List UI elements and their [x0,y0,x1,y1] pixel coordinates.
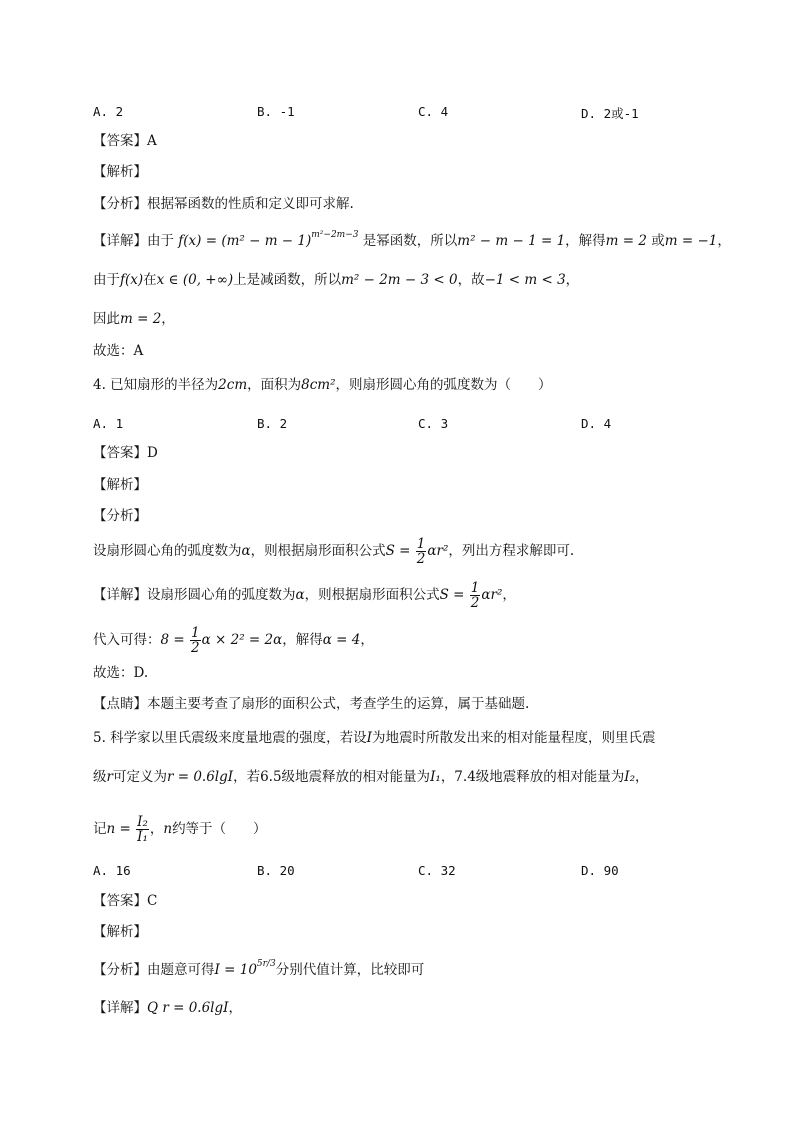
denominator: 2 [191,640,200,657]
math-alpha: α [241,543,251,560]
denominator: 2 [416,551,426,568]
numerator: I₂ [137,814,148,830]
fenxi-label: 【分析】 [93,508,147,524]
option-d: D. 4 [581,416,612,431]
fenxi-tag: 【分析】 [93,196,147,212]
math-solution: m = 2 [605,233,647,249]
numerator: 1 [416,536,426,552]
text: 可定义为 [112,769,167,785]
dianjing-tag: 【点睛】 [93,696,147,712]
text: ，故 [457,272,485,288]
text: ，解得 [282,632,323,649]
math-result: m = 2 [120,311,162,327]
math-solution: α = 4 [322,632,361,649]
math-r: r [106,769,113,785]
jiexi-label: 【解析】 [93,477,147,493]
option-d: D. 2或-1 [581,106,639,121]
numerator: 1 [191,625,200,641]
answer-line: 【答案】D [93,445,158,461]
text: 上是减函数，所以 [233,272,342,288]
text: ， [635,769,649,785]
math-n: n [163,821,173,838]
math-formula: Q r = 0.6lgI [147,1000,229,1016]
xiangjie-tag: 【详解】 [93,1000,147,1016]
option-b: B. 20 [257,863,295,878]
substitution-line [93,626,374,655]
text: ，解得 [565,233,606,249]
math-alpha: α [295,587,305,604]
math-alpha-r2: αr² [481,587,503,604]
math-inequality: m² − 2m − 3 < 0 [341,272,458,288]
math-definition: r = 0.6lgI [166,769,234,785]
text: ， [502,587,516,604]
text: ， [161,311,175,327]
text: ，面积为 [247,377,302,393]
text: 约等于（ ） [172,821,267,838]
text: ，7.4级地震释放的相对能量为 [440,769,625,785]
fraction-half [470,581,481,610]
text: 因此 [93,311,120,327]
text: 是幂函数，所以 [362,233,458,249]
numerator: 1 [470,580,480,596]
denominator: 2 [470,595,480,612]
jiexi-label: 【解析】 [93,924,147,940]
text: ， [228,1000,242,1016]
fenxi-line [93,960,424,978]
text: 由于 [93,272,120,288]
answer-line: 【答案】C [93,893,158,909]
math-rhs: α × 2² = 2α [201,632,283,649]
math-area: 8cm² [301,377,336,393]
fraction-ratio [136,815,149,844]
question-5-stem-2 [93,771,649,785]
math-radius: 2cm [218,377,248,393]
fraction-half [416,537,427,566]
xiangjie-line [93,1002,242,1016]
text: 5. 科学家以里氏震级来度量地震的强度，若设 [93,730,367,746]
math-exponent: m²−2m−3 [311,230,359,240]
option-a: A. 2 [93,104,124,119]
option-b: B. 2 [257,416,288,431]
math-s: S = [439,587,465,604]
text: 或 [651,233,665,249]
option-c: C. 32 [418,863,456,878]
math-range: −1 < m < 3 [484,272,566,288]
denominator: I₁ [137,829,148,846]
math-I: I [366,730,373,746]
fenxi-tag: 【分析】 [93,962,147,978]
math-equation: m² − m − 1 = 1 [457,233,566,249]
xiangjie-line-3 [93,313,175,327]
answer-line: 【答案】A [93,133,157,149]
xiangjie-line-2 [93,274,579,288]
xiangjie-line [93,581,516,610]
math-solution-2: m = −1 [664,233,718,249]
text: 由于 [147,233,174,249]
choose-line: 故选：D. [93,665,149,681]
text: 设扇形圆心角的弧度数为 [147,587,296,604]
jiexi-label: 【解析】 [93,164,147,180]
text: 由题意可得 [147,962,215,978]
text: 记 [93,821,107,838]
math-I2: I₂ [624,769,636,785]
text: ，则根据扇形面积公式 [304,587,440,604]
math-lhs: 8 = [160,632,185,649]
text: ，列出方程求解即可. [448,543,575,560]
xiangjie-tag: 【详解】 [93,233,147,249]
text: 代入可得： [93,632,161,649]
text: ，则根据扇形面积公式 [250,543,386,560]
math-fx: f(x) [120,272,144,288]
math-I1: I₁ [430,769,441,785]
text: ，则扇形圆心角的弧度数为（ ） [335,377,552,393]
fenxi-line [93,198,354,212]
math-n: n = [106,821,131,838]
text: ，若6.5级地震释放的相对能量为 [233,769,431,785]
math-domain: x ∈ (0, +∞) [156,272,234,288]
fenxi-text: 根据幂函数的性质和定义即可求解. [147,196,354,212]
question-5-stem-1 [93,732,656,746]
choose-line: 故选：A [93,343,144,359]
question-4-stem [93,379,552,393]
option-a: A. 1 [93,416,124,431]
option-c: C. 3 [418,416,449,431]
xiangjie-line-1 [93,231,731,249]
dianjing-text: 本题主要考查了扇形的面积公式，考查学生的运算，属于基础题. [147,696,530,712]
text: 级 [93,769,107,785]
option-d: D. 90 [581,863,619,878]
text: ， [360,632,374,649]
text: 分别代值计算，比较即可 [275,962,425,978]
xiangjie-tag: 【详解】 [93,587,147,604]
text: ， [717,233,731,249]
text: 在 [143,272,157,288]
math-I-formula: I = 10 [214,962,257,978]
option-a: A. 16 [93,863,131,878]
text: ， [149,821,164,838]
fenxi-line [93,537,574,566]
math-function: f(x) = (m² − m − 1) [178,233,312,249]
option-c: C. 4 [418,104,449,119]
option-b: B. -1 [257,104,295,119]
math-s: S = [385,543,411,560]
text: 4. 已知扇形的半径为 [93,377,219,393]
text: ， [565,272,580,288]
fraction-half [190,626,201,655]
math-alpha-r2: αr² [427,543,449,560]
math-exponent: 5r/3 [256,959,276,969]
dianjing-line [93,698,529,712]
text: 设扇形圆心角的弧度数为 [93,543,242,560]
question-5-stem-3 [93,815,267,844]
text: 为地震时所散发出来的相对能量程度，则里氏震 [372,730,656,746]
